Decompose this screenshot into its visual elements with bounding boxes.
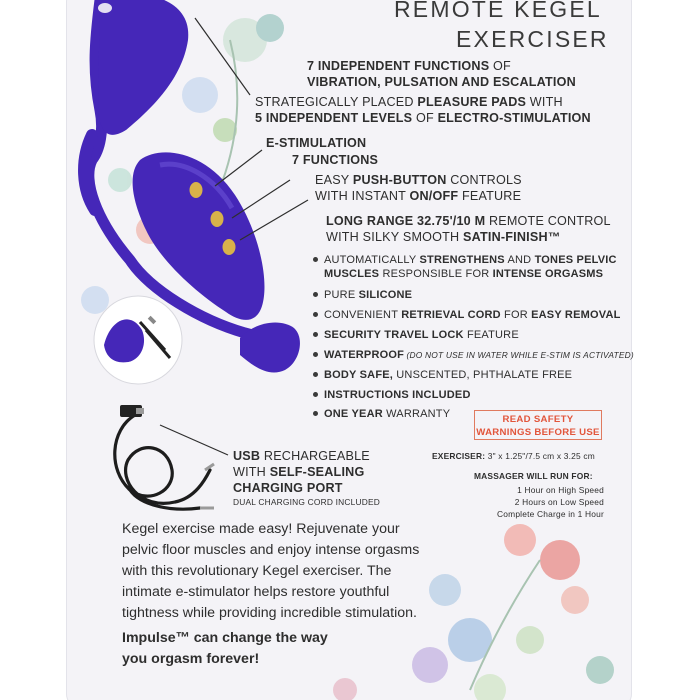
tagline-line2: you orgasm forever! [122, 651, 260, 667]
description-line: intimate e-stimulator helps restore youthful [122, 584, 390, 600]
charging-port-inset [94, 296, 182, 384]
bullet-item: SECURITY TRAVEL LOCK FEATURE [313, 329, 519, 341]
bullet-item: AUTOMATICALLY STRENGTHENS AND TONES PELVIC [313, 254, 617, 266]
usb-charging-cord [115, 415, 210, 509]
usb-callout-3: CHARGING PORT [233, 481, 343, 495]
bullet-item-continued: MUSCLES RESPONSIBLE FOR INTENSE ORGASMS [324, 268, 604, 280]
feature-push-button: EASY PUSH-BUTTON CONTROLS [315, 173, 522, 187]
feature-estim: E-STIMULATION [266, 136, 367, 150]
feature-remote-range: LONG RANGE 32.75'/10 M REMOTE CONTROL [326, 214, 611, 228]
description-line: with this revolutionary Kegel exerciser. The [122, 563, 392, 579]
tagline-line1: Impulse™ can change the way [122, 630, 328, 646]
feature-estim-2: 7 FUNCTIONS [292, 153, 379, 167]
feature-functions-2: VIBRATION, PULSATION AND ESCALATION [307, 75, 576, 89]
bullet-item: BODY SAFE, UNSCENTED, PHTHALATE FREE [313, 369, 572, 381]
dimensions: EXERCISER: 3" x 1.25"/7.5 cm x 3.25 cm [432, 451, 595, 461]
description-line: Kegel exercise made easy! Rejuvenate your [122, 521, 400, 537]
product-title-line1: REMOTE KEGEL [394, 0, 602, 22]
feature-push-button-2: WITH INSTANT ON/OFF FEATURE [315, 189, 522, 203]
safety-warning-box [474, 410, 602, 440]
run-time-line: 1 Hour on High Speed [517, 485, 604, 495]
usb-callout-2: WITH SELF-SEALING [233, 465, 365, 479]
feature-remote-range-2: WITH SILKY SMOOTH SATIN-FINISH™ [326, 230, 561, 244]
bullet-item: INSTRUCTIONS INCLUDED [313, 389, 471, 401]
feature-pads: STRATEGICALLY PLACED PLEASURE PADS WITH [255, 95, 563, 109]
bullet-item: WATERPROOF (DO NOT USE IN WATER WHILE E-STIM IS ACTIVATED) [313, 349, 634, 361]
description-line: pelvic floor muscles and enjoy intense orgasms [122, 542, 420, 558]
feature-functions: 7 INDEPENDENT FUNCTIONS OF [307, 59, 511, 73]
bullet-item: CONVENIENT RETRIEVAL CORD FOR EASY REMOVAL [313, 309, 621, 321]
product-title-line2: EXERCISER [456, 26, 609, 52]
usb-callout: USB RECHARGEABLE [233, 449, 370, 463]
usb-callout-note: DUAL CHARGING CORD INCLUDED [233, 497, 381, 507]
run-time-line: 2 Hours on Low Speed [514, 497, 604, 507]
feature-pads-2: 5 INDEPENDENT LEVELS OF ELECTRO-STIMULATION [255, 111, 591, 125]
run-time-label: MASSAGER WILL RUN FOR: [474, 471, 593, 481]
description-line: tightness while providing incredible stimulation. [122, 605, 417, 621]
bullet-item: ONE YEAR WARRANTY [313, 408, 450, 420]
bullet-item: PURE SILICONE [313, 289, 412, 301]
warning-line1: READ SAFETY [502, 414, 574, 425]
run-time-line: Complete Charge in 1 Hour [497, 509, 604, 519]
warning-line2: WARNINGS BEFORE USE [476, 427, 600, 438]
